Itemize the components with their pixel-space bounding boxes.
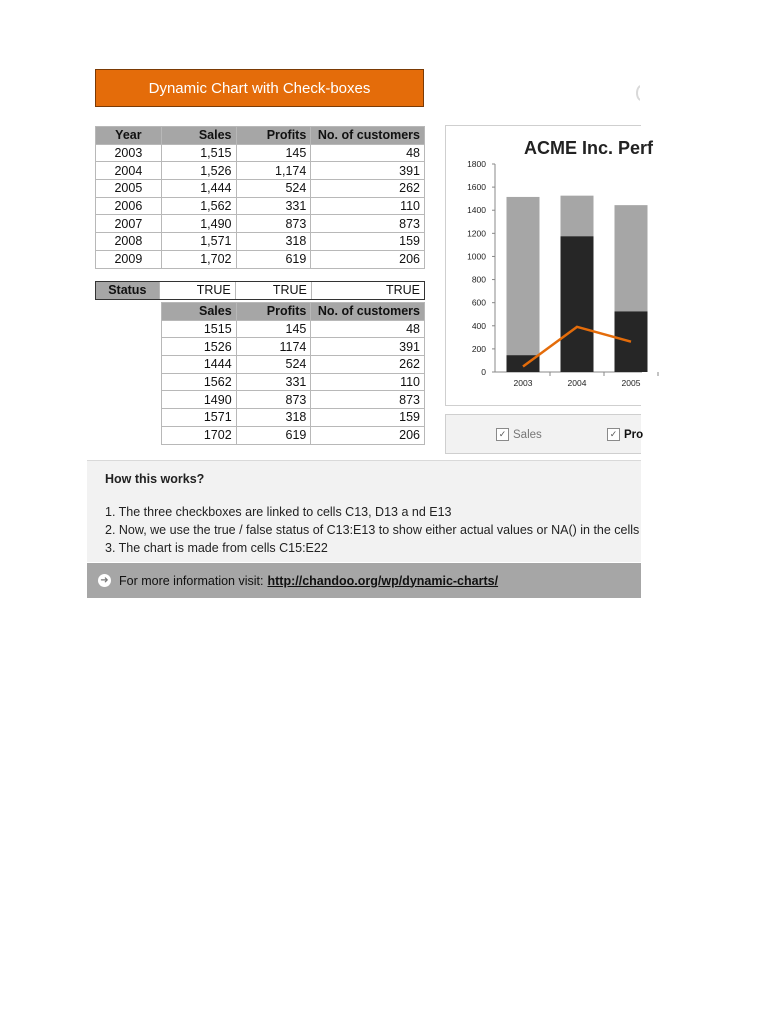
- cell-sales[interactable]: 1490: [162, 391, 237, 409]
- cell-profits[interactable]: 873: [236, 391, 311, 409]
- cell-sales[interactable]: 1571: [162, 409, 237, 427]
- table-header-row: [162, 303, 425, 321]
- bar-profits: [561, 236, 594, 372]
- header-year: Year: [96, 127, 162, 145]
- cell-year[interactable]: 2009: [96, 250, 162, 268]
- table-row: [162, 320, 425, 338]
- table-row: [96, 144, 425, 162]
- table-row: [162, 409, 425, 427]
- cell-sales[interactable]: 1,490: [161, 215, 236, 233]
- cell-profits[interactable]: 1,174: [236, 162, 311, 180]
- cell-sales[interactable]: 1,526: [161, 162, 236, 180]
- partial-shape-icon: [636, 85, 646, 101]
- cell-profits[interactable]: 524: [236, 356, 311, 374]
- cell-sales[interactable]: 1444: [162, 356, 237, 374]
- table-row: [162, 391, 425, 409]
- header-profits: Profits: [236, 303, 311, 321]
- chart-source-table: [161, 302, 425, 445]
- x-tick-label: 2005: [621, 378, 641, 388]
- cell-customers[interactable]: 48: [311, 144, 425, 162]
- cell-customers[interactable]: 262: [311, 180, 425, 198]
- header-profits: Profits: [236, 127, 311, 145]
- profits-checkbox[interactable]: [607, 428, 643, 441]
- table-row: [162, 356, 425, 374]
- checkbox-label: Sales: [513, 428, 542, 441]
- header-sales: Sales: [161, 127, 236, 145]
- y-tick-label: 1000: [467, 251, 486, 262]
- page-title-text: Dynamic Chart with Check-boxes: [148, 79, 371, 97]
- cell-sales[interactable]: 1,444: [161, 180, 236, 198]
- y-tick-label: 1200: [467, 228, 486, 239]
- cell-profits[interactable]: 619: [236, 426, 311, 444]
- arrow-circle-icon: ➜: [98, 574, 111, 587]
- header-customers: No. of customers: [311, 303, 425, 321]
- info-prefix: For more information visit:: [119, 573, 264, 588]
- cell-customers[interactable]: 110: [311, 373, 425, 391]
- cell-sales[interactable]: 1,571: [161, 233, 236, 251]
- cell-sales[interactable]: 1,515: [161, 144, 236, 162]
- cell-customers[interactable]: 873: [311, 215, 425, 233]
- checkbox-icon[interactable]: ✓: [496, 428, 509, 441]
- status-label: Status: [96, 282, 160, 299]
- cell-profits[interactable]: 524: [236, 180, 311, 198]
- source-data-table: [95, 126, 425, 269]
- cell-profits[interactable]: 145: [236, 320, 311, 338]
- cell-profits[interactable]: 318: [236, 409, 311, 427]
- cell-customers[interactable]: 206: [311, 250, 425, 268]
- table-row: [96, 197, 425, 215]
- cell-profits[interactable]: 331: [236, 197, 311, 215]
- cell-year[interactable]: 2005: [96, 180, 162, 198]
- cell-customers[interactable]: 391: [311, 338, 425, 356]
- cell-customers[interactable]: 159: [311, 409, 425, 427]
- table-row: [96, 233, 425, 251]
- cell-customers[interactable]: 48: [311, 320, 425, 338]
- table-row: [96, 250, 425, 268]
- chart-canvas: [446, 126, 642, 407]
- table-row: [162, 426, 425, 444]
- cell-customers[interactable]: 262: [311, 356, 425, 374]
- how-step-1: 1. The three checkboxes are linked to cells C13, D13 a nd E13: [105, 505, 452, 519]
- status-profits[interactable]: TRUE: [236, 282, 312, 299]
- cell-customers[interactable]: 206: [311, 426, 425, 444]
- cell-year[interactable]: 2003: [96, 144, 162, 162]
- sales-checkbox[interactable]: [496, 428, 542, 441]
- status-row: [95, 281, 425, 300]
- how-it-works-panel: [87, 460, 641, 562]
- cell-sales[interactable]: 1515: [162, 320, 237, 338]
- chart-title: ACME Inc. Perf: [524, 138, 654, 158]
- how-step-3: 3. The chart is made from cells C15:E22: [105, 541, 328, 555]
- cell-sales[interactable]: 1,702: [161, 250, 236, 268]
- table-row: [96, 180, 425, 198]
- y-tick-label: 200: [471, 343, 486, 354]
- how-step-2: 2. Now, we use the true / false status of C13:E13 to show either actual values or NA() in the cells: [105, 523, 640, 537]
- table-row: [162, 373, 425, 391]
- chart-area[interactable]: [445, 125, 654, 406]
- y-tick-label: 1400: [467, 205, 486, 216]
- bar-sales: [507, 197, 540, 372]
- info-link[interactable]: http://chandoo.org/wp/dynamic-charts/: [267, 573, 499, 588]
- cell-profits[interactable]: 318: [236, 233, 311, 251]
- x-tick-label: 2004: [567, 378, 587, 388]
- cell-customers[interactable]: 110: [311, 197, 425, 215]
- y-tick-label: 600: [471, 297, 486, 308]
- header-sales: Sales: [162, 303, 237, 321]
- y-tick-label: 1800: [467, 159, 486, 169]
- table-header-row: [96, 127, 425, 145]
- cell-sales[interactable]: 1526: [162, 338, 237, 356]
- y-tick-label: 0: [481, 367, 486, 377]
- checkbox-icon[interactable]: ✓: [607, 428, 620, 441]
- cell-profits[interactable]: 1174: [236, 338, 311, 356]
- status-customers[interactable]: TRUE: [385, 283, 420, 297]
- cell-sales[interactable]: 1562: [162, 373, 237, 391]
- cell-customers[interactable]: 873: [311, 391, 425, 409]
- cell-profits[interactable]: 619: [236, 250, 311, 268]
- cell-profits[interactable]: 331: [236, 373, 311, 391]
- page-title: [95, 69, 424, 107]
- how-it-works-title: How this works?: [105, 472, 205, 486]
- cell-customers[interactable]: 159: [311, 233, 425, 251]
- checkbox-label: Pro: [624, 428, 644, 441]
- status-sales[interactable]: TRUE: [160, 282, 236, 299]
- cell-customers[interactable]: 391: [311, 162, 425, 180]
- cell-profits[interactable]: 145: [236, 144, 311, 162]
- y-tick-label: 1600: [467, 182, 486, 193]
- cell-year[interactable]: 2004: [96, 162, 162, 180]
- header-customers: No. of customers: [311, 127, 425, 145]
- table-row: [96, 215, 425, 233]
- cell-year[interactable]: 2008: [96, 233, 162, 251]
- table-row: [162, 338, 425, 356]
- cell-sales[interactable]: 1,562: [161, 197, 236, 215]
- table-row: [96, 162, 425, 180]
- cell-sales[interactable]: 1702: [162, 426, 237, 444]
- info-bar: [87, 563, 641, 598]
- y-tick-label: 800: [471, 274, 486, 285]
- checkbox-panel: [445, 414, 644, 454]
- cell-year[interactable]: 2007: [96, 215, 162, 233]
- cell-year[interactable]: 2006: [96, 197, 162, 215]
- x-tick-label: 2003: [513, 378, 533, 388]
- y-tick-label: 400: [471, 320, 486, 331]
- cell-profits[interactable]: 873: [236, 215, 311, 233]
